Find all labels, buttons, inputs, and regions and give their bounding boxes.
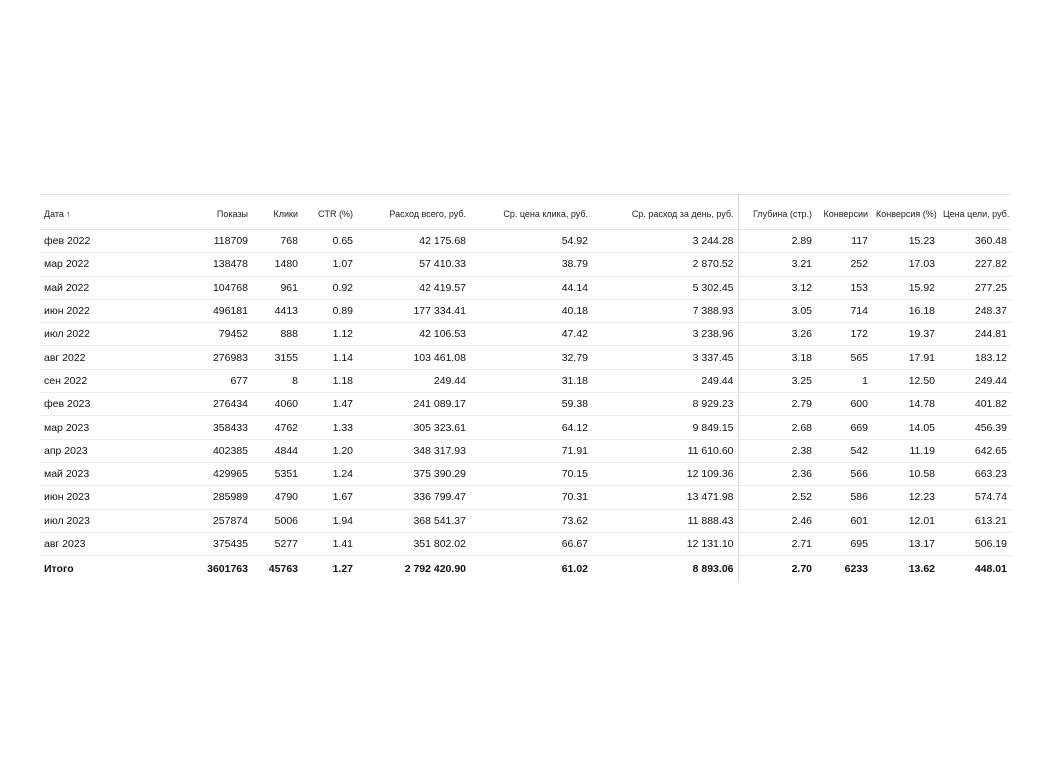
cell-spend-total: 368 541.37 [357,509,470,532]
cell-impressions: 285989 [160,486,252,509]
column-header-date-label: Дата [44,209,64,219]
cell-conversion-rate: 15.23 [872,230,939,253]
cell-ctr: 0.65 [302,230,357,253]
cell-spend-total: 42 106.53 [357,323,470,346]
cell-avg-daily-spend: 5 302.45 [592,276,738,299]
cell-avg-cpc: 59.38 [470,393,592,416]
cell-date: июн 2022 [40,299,160,322]
cell-depth: 3.05 [738,299,816,322]
cell-conversion-rate: 15.92 [872,276,939,299]
cell-ctr: 1.27 [332,563,353,576]
cell-avg-daily-spend: 8 929.23 [592,393,738,416]
cell-clicks: 768 [252,230,302,253]
cell-cost-per-goal: 456.39 [939,416,1011,439]
cell-depth: 3.12 [738,276,816,299]
cell-ctr: 1.20 [302,439,357,462]
table-row [40,462,1011,485]
cell-impressions: 118709 [160,230,252,253]
cell-impressions: 496181 [160,299,252,322]
table-body [40,230,1011,583]
cell-conversions: 695 [816,532,872,555]
cell-impressions: 257874 [160,509,252,532]
cell-conversions: 714 [816,299,872,322]
cell-avg-cpc: 47.42 [470,323,592,346]
cell-clicks: 3155 [252,346,302,369]
cell-spend-total: 103 461.08 [357,346,470,369]
cell-date: мар 2023 [40,416,160,439]
cell-clicks: 45763 [268,563,298,576]
cell-avg-daily-spend: 249.44 [592,369,738,392]
cell-depth: 3.26 [738,323,816,346]
column-header-avg-cpc[interactable]: Ср. цена клика, руб. [470,195,592,230]
cell-avg-daily-spend: 12 131.10 [592,532,738,555]
cell-ctr: 1.94 [302,509,357,532]
cell-conversions: 586 [816,486,872,509]
cell-date: авг 2022 [40,346,160,369]
cell-clicks: 888 [252,323,302,346]
cell-conversion-rate: 12.23 [872,486,939,509]
cell-conversion-rate: 11.19 [872,439,939,462]
cell-depth: 3.21 [738,253,816,276]
cell-date: май 2022 [40,276,160,299]
cell-cost-per-goal: 401.82 [939,393,1011,416]
cell-conversions: 1 [816,369,872,392]
cell-avg-daily-spend: 7 388.93 [592,299,738,322]
cell-avg-daily-spend: 11 610.60 [592,439,738,462]
table-row [40,346,1011,369]
cell-spend-total: 177 334.41 [357,299,470,322]
column-header-impressions[interactable]: Показы [160,195,252,230]
table-header-row [40,195,1011,230]
column-header-date[interactable] [40,195,160,230]
cell-cost-per-goal: 663.23 [939,462,1011,485]
cell-avg-daily-spend: 13 471.98 [592,486,738,509]
cell-clicks: 4790 [252,486,302,509]
cell-conversion-rate: 10.58 [872,462,939,485]
cell-conversion-rate: 14.78 [872,393,939,416]
cell-cost-per-goal: 574.74 [939,486,1011,509]
cell-date: сен 2022 [40,369,160,392]
cell-avg-daily-spend: 12 109.36 [592,462,738,485]
cell-date: май 2023 [40,462,160,485]
table-row [40,439,1011,462]
cell-spend-total: 305 323.61 [357,416,470,439]
cell-conversions: 117 [816,230,872,253]
cell-date: апр 2023 [40,439,160,462]
cell-clicks: 4762 [252,416,302,439]
cell-conversion-rate: 13.17 [872,532,939,555]
cell-avg-cpc: 38.79 [470,253,592,276]
cell-spend-total: 249.44 [357,369,470,392]
cell-conversion-rate: 12.01 [872,509,939,532]
cell-clicks: 961 [252,276,302,299]
table-row [40,486,1011,509]
cell-ctr: 0.92 [302,276,357,299]
cell-date: Итого [44,563,74,576]
cell-conversion-rate: 17.91 [872,346,939,369]
cell-cost-per-goal: 448.01 [974,563,1007,576]
table-row [40,393,1011,416]
cell-depth: 2.38 [738,439,816,462]
cell-cost-per-goal: 183.12 [939,346,1011,369]
cell-ctr: 1.12 [302,323,357,346]
cell-depth: 2.71 [738,532,816,555]
cell-ctr: 1.41 [302,532,357,555]
cell-cost-per-goal: 249.44 [939,369,1011,392]
cell-clicks: 4844 [252,439,302,462]
cell-spend-total: 57 410.33 [357,253,470,276]
cell-date: июн 2023 [40,486,160,509]
cell-cost-per-goal: 244.81 [939,323,1011,346]
cell-avg-daily-spend: 8 893.06 [592,556,738,583]
cell-conversion-rate: 14.05 [872,416,939,439]
cell-cost-per-goal: 506.19 [939,532,1011,555]
cell-spend-total: 2 792 420.90 [404,563,466,576]
cell-conversions: 172 [816,323,872,346]
cell-spend-total: 42 175.68 [357,230,470,253]
cell-avg-cpc: 70.15 [470,462,592,485]
cell-impressions: 677 [160,369,252,392]
table-row [40,532,1011,555]
table-row [40,276,1011,299]
cell-ctr: 1.67 [302,486,357,509]
cell-conversions: 153 [816,276,872,299]
table-row [40,369,1011,392]
table-row [40,416,1011,439]
cell-impressions: 402385 [160,439,252,462]
cell-avg-cpc: 32.79 [470,346,592,369]
cell-avg-cpc: 66.67 [470,532,592,555]
cell-depth: 2.52 [738,486,816,509]
cell-depth: 2.36 [738,462,816,485]
cell-cost-per-goal: 613.21 [939,509,1011,532]
column-header-conversions[interactable]: Конверсии [816,195,872,230]
sort-ascending-icon[interactable]: ↑ [65,209,71,219]
cell-impressions: 358433 [160,416,252,439]
column-header-depth[interactable]: Глубина (стр.) [738,195,816,230]
cell-conversion-rate: 16.18 [872,299,939,322]
cell-ctr: 1.24 [302,462,357,485]
cell-clicks: 8 [252,369,302,392]
table-row [40,323,1011,346]
cell-avg-daily-spend: 11 888.43 [592,509,738,532]
cell-date: июл 2023 [40,509,160,532]
cell-avg-cpc: 40.18 [470,299,592,322]
cell-cost-per-goal: 360.48 [939,230,1011,253]
cell-conversions: 669 [816,416,872,439]
cell-conversions: 601 [816,509,872,532]
cell-avg-cpc: 31.18 [470,369,592,392]
column-header-cost-per-goal[interactable]: Цена цели, руб. [939,195,1011,230]
cell-depth: 2.79 [738,393,816,416]
cell-spend-total: 42 419.57 [357,276,470,299]
cell-date: фев 2023 [40,393,160,416]
table-row [40,253,1011,276]
cell-avg-daily-spend: 9 849.15 [592,416,738,439]
column-header-clicks[interactable]: Клики [252,195,302,230]
cell-depth: 2.70 [791,563,812,576]
cell-avg-cpc: 44.14 [470,276,592,299]
cell-depth: 3.18 [738,346,816,369]
cell-impressions: 138478 [160,253,252,276]
cell-date: мар 2022 [40,253,160,276]
column-header-conversion-rate[interactable]: Конверсия (%) [872,195,939,230]
statistics-report [40,194,1011,582]
cell-conversions: 565 [816,346,872,369]
table-row [40,299,1011,322]
cell-avg-daily-spend: 3 337.45 [592,346,738,369]
column-header-spend-total[interactable]: Расход всего, руб. [357,195,470,230]
cell-conversion-rate: 13.62 [908,563,935,576]
table-total-row [40,556,1011,583]
cell-ctr: 0.89 [302,299,357,322]
cell-impressions: 375435 [160,532,252,555]
cell-cost-per-goal: 642.65 [939,439,1011,462]
cell-conversions: 252 [816,253,872,276]
cell-avg-cpc: 61.02 [561,563,588,576]
cell-cost-per-goal: 227.82 [939,253,1011,276]
cell-depth: 2.89 [738,230,816,253]
cell-spend-total: 351 802.02 [357,532,470,555]
cell-spend-total: 336 799.47 [357,486,470,509]
cell-ctr: 1.33 [302,416,357,439]
column-header-ctr[interactable]: CTR (%) [302,195,357,230]
cell-conversion-rate: 17.03 [872,253,939,276]
cell-clicks: 5351 [252,462,302,485]
cell-cost-per-goal: 277.25 [939,276,1011,299]
cell-spend-total: 241 089.17 [357,393,470,416]
cell-conversion-rate: 12.50 [872,369,939,392]
cell-cost-per-goal: 248.37 [939,299,1011,322]
column-header-avg-daily-spend[interactable]: Ср. расход за день, руб. [592,195,738,230]
cell-ctr: 1.07 [302,253,357,276]
cell-impressions: 276434 [160,393,252,416]
cell-spend-total: 348 317.93 [357,439,470,462]
cell-impressions: 3601763 [207,563,248,576]
cell-date: авг 2023 [40,532,160,555]
cell-impressions: 429965 [160,462,252,485]
cell-avg-daily-spend: 2 870.52 [592,253,738,276]
cell-clicks: 4413 [252,299,302,322]
cell-conversions: 542 [816,439,872,462]
cell-avg-daily-spend: 3 238.96 [592,323,738,346]
cell-conversions: 566 [816,462,872,485]
table-row [40,509,1011,532]
cell-date: фев 2022 [40,230,160,253]
cell-depth: 3.25 [738,369,816,392]
cell-conversions: 6233 [844,563,868,576]
cell-ctr: 1.47 [302,393,357,416]
cell-spend-total: 375 390.29 [357,462,470,485]
cell-date: июл 2022 [40,323,160,346]
cell-depth: 2.46 [738,509,816,532]
cell-clicks: 4060 [252,393,302,416]
cell-impressions: 276983 [160,346,252,369]
cell-avg-cpc: 71.91 [470,439,592,462]
cell-avg-cpc: 70.31 [470,486,592,509]
cell-conversions: 600 [816,393,872,416]
cell-ctr: 1.14 [302,346,357,369]
cell-avg-cpc: 73.62 [470,509,592,532]
cell-avg-cpc: 64.12 [470,416,592,439]
cell-avg-cpc: 54.92 [470,230,592,253]
statistics-table [40,195,1011,582]
cell-impressions: 104768 [160,276,252,299]
cell-clicks: 5277 [252,532,302,555]
cell-depth: 2.68 [738,416,816,439]
cell-clicks: 1480 [252,253,302,276]
cell-impressions: 79452 [160,323,252,346]
cell-clicks: 5006 [252,509,302,532]
cell-avg-daily-spend: 3 244.28 [592,230,738,253]
cell-ctr: 1.18 [302,369,357,392]
table-row [40,230,1011,253]
cell-conversion-rate: 19.37 [872,323,939,346]
